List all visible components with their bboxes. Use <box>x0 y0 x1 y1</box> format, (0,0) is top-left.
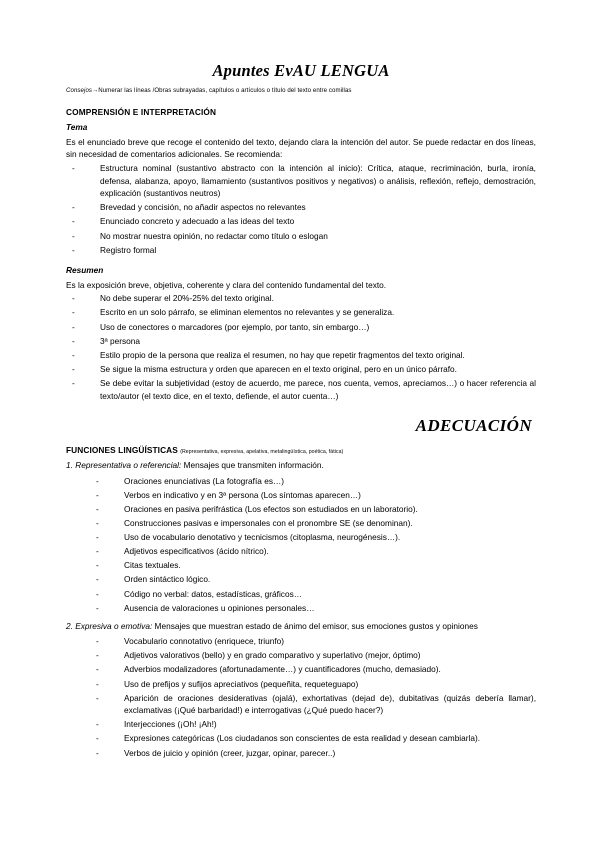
list-item: - Vocabulario connotativo (enriquece, triunfo) <box>66 635 536 648</box>
funciones-note: (Representativa, expresiva, apelativa, metalingüística, poética, fática) <box>180 449 344 456</box>
list-item: - Adverbios modalizadores (afortunadamente…) y cuantificadores (mucho, demasiado). <box>66 663 536 676</box>
subtitle-rest: Numerar las líneas /Obras subrayadas, capítulos o artículos o título del texto entre comillas <box>98 87 352 95</box>
funcion-description: Mensajes que muestran estado de ánimo del emisor, sus emociones gustos y opiniones <box>152 620 478 631</box>
subtitle-lead: Consejos→ <box>66 87 99 95</box>
document-subtitle <box>66 87 536 95</box>
funciones-title: FUNCIONES LINGÜÍSTICAS <box>66 445 178 456</box>
list-item: - Orden sintáctico lógico. <box>66 573 536 586</box>
list-item: - Interjecciones (¡Oh! ¡Ah!) <box>66 718 536 731</box>
list-item: - Registro formal <box>66 244 536 257</box>
list-item: - Verbos de juicio y opinión (creer, juzgar, opinar, parecer..) <box>66 747 536 760</box>
list-item: - Código no verbal: datos, estadísticas, gráficos… <box>66 588 536 601</box>
list-item: - No debe superar el 20%-25% del texto original. <box>66 292 536 305</box>
funcion-number: 1. <box>66 460 73 471</box>
list-item: - Construcciones pasivas e impersonales con el pronombre SE (se denominan). <box>66 517 536 530</box>
list-item: - Oraciones en pasiva perifrástica (Los efectos son estudiados en un laboratorio). <box>66 503 536 516</box>
funcion-item-heading-1 <box>66 459 536 471</box>
funcion-number: 2. <box>66 620 73 631</box>
list-item: - 3ª persona <box>66 335 536 348</box>
funciones-linguisticas-heading <box>66 445 536 455</box>
funcion-item-heading-2 <box>66 620 536 632</box>
list-item: - Se sigue la misma estructura y orden que aparecen en el texto original, pero en un único párrafo. <box>66 363 536 376</box>
funcion-2-bullet-list <box>66 635 536 759</box>
resumen-bullet-list <box>66 292 536 402</box>
list-item: - Expresiones categóricas (Los ciudadanos son conscientes de esta realidad y desean cambiarla). <box>66 732 536 745</box>
list-item: - Enunciado concreto y adecuado a las ideas del texto <box>66 215 536 228</box>
list-item: - Ausencia de valoraciones u opiniones personales… <box>66 602 536 615</box>
list-item: - Uso de prefijos y sufijos apreciativos (pequeñita, requeteguapo) <box>66 678 536 691</box>
funcion-label: Representativa o referencial: <box>75 460 182 471</box>
section-heading-adecuacion: ADECUACIÓN <box>415 416 532 436</box>
list-item: - Verbos en indicativo y en 3ª persona (Los síntomas aparecen…) <box>66 489 536 502</box>
funcion-label: Expresiva o emotiva: <box>75 620 153 631</box>
resumen-intro: Es la exposición breve, objetiva, coherente y clara del contenido fundamental del texto. <box>66 279 387 290</box>
tema-intro: Es el enunciado breve que recoge el contenido del texto, dejando clara la intención del autor. Se puede redactar en dos líneas, sin necesidad de comentarios adicionales. Se recomienda: <box>66 136 536 160</box>
list-item: - Aparición de oraciones desiderativas (ojalá), exhortativas (dejad de), dubitativas (quizás debería llamar), exclamativas (¡Qué barbaridad!) e interrogativas (¿Qué puedo hacer?) <box>66 692 536 717</box>
page-title: Apuntes EvAU LENGUA <box>212 61 390 80</box>
list-item: - Estilo propio de la persona que realiza el resumen, no hay que repetir fragmentos del texto original. <box>66 349 536 362</box>
list-item: - Adjetivos valorativos (bello) y en grado comparativo y superlativo (mejor, óptimo) <box>66 649 536 662</box>
list-item: - Oraciones enunciativas (La fotografía es…) <box>66 475 536 488</box>
list-item: - Uso de vocabulario denotativo y tecnicismos (citoplasma, neurogénesis…). <box>66 531 536 544</box>
list-item: - Brevedad y concisión, no añadir aspectos no relevantes <box>66 201 536 214</box>
section-heading-comprension: COMPRENSIÓN E INTERPRETACIÓN <box>66 106 217 117</box>
tema-bullet-list <box>66 162 536 256</box>
list-item: - Se debe evitar la subjetividad (estoy de acuerdo, me parece, nos cuenta, vemos, apreciamos…) o hacer referencia al texto/autor (el texto dice, en el texto, defiende, el autor cuenta…) <box>66 377 536 402</box>
funcion-description: Mensajes que transmiten información. <box>181 460 324 471</box>
subsection-heading-tema: Tema <box>66 121 88 132</box>
list-item: - Escrito en un solo párrafo, se eliminan elementos no relevantes y se generaliza. <box>66 306 536 319</box>
spacer <box>66 258 536 265</box>
list-item: - No mostrar nuestra opinión, no redactar como título o eslogan <box>66 230 536 243</box>
funcion-1-bullet-list <box>66 475 536 615</box>
list-item: - Adjetivos especificativos (ácido nítrico). <box>66 545 536 558</box>
list-item: - Uso de conectores o marcadores (por ejemplo, por tanto, sin embargo…) <box>66 321 536 334</box>
list-item: - Citas textuales. <box>66 559 536 572</box>
list-item: - Estructura nominal (sustantivo abstracto con la intención al inicio): Crítica, ataque, recriminación, burla, ironía, defensa, alabanza, apoyo, llamamiento (sustantivos positivos y negativos) o análisis, reflexión, reflejo, demostración, explicación (sustantivos neutros) <box>66 162 536 200</box>
subsection-heading-resumen: Resumen <box>66 264 104 275</box>
